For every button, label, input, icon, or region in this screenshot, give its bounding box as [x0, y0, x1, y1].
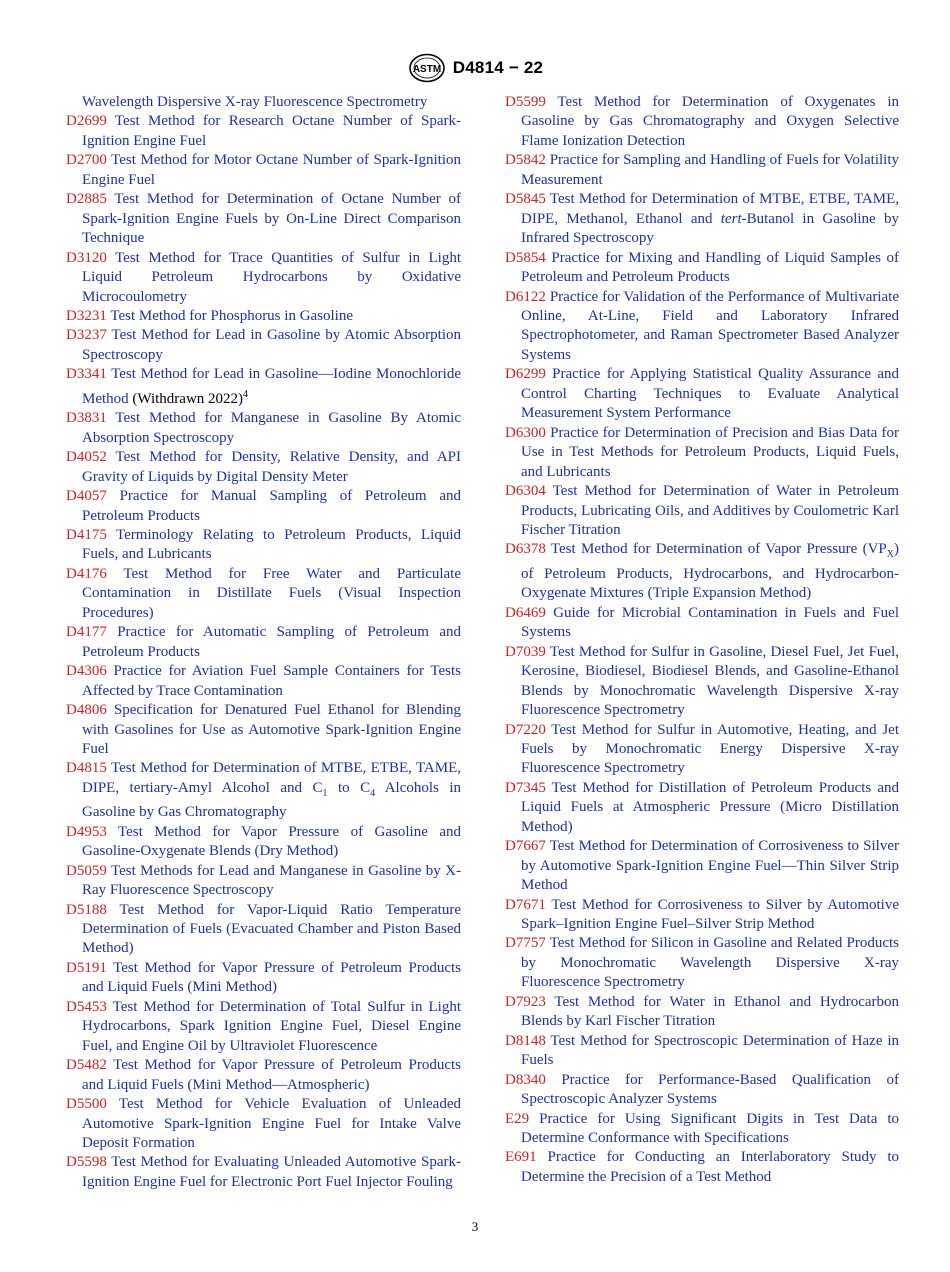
standard-link[interactable]: D5188 [66, 901, 107, 918]
standard-link[interactable]: D3341 [66, 366, 107, 383]
standard-link[interactable]: D4806 [66, 702, 107, 719]
reference-entry: D5598 Test Method for Evaluating Unleaded Automotive Spark-Ignition Engine Fuel for Electronic Port Fuel Injector Fouling [66, 1154, 461, 1190]
standard-link[interactable]: D5059 [66, 862, 107, 879]
reference-entry: D7345 Test Method for Distillation of Petroleum Products and Liquid Fuels at Atmospheric Pressure (Micro Distillation Method) [505, 779, 899, 835]
reference-entry: D7757 Test Method for Silicon in Gasoline and Related Products by Monochromatic Wavelength Dispersive X-ray Fluorescence Spectrometry [505, 935, 899, 991]
page-header [0, 52, 950, 84]
standard-link[interactable]: E29 [505, 1110, 530, 1127]
reference-entry: D5845 Test Method for Determination of MTBE, ETBE, TAME, DIPE, Methanol, Ethanol and tert-Butanol in Gasoline by Infrared Spectroscopy [505, 191, 900, 247]
standard-link[interactable]: D5845 [505, 191, 546, 208]
reference-entry: D4177 Practice for Automatic Sampling of Petroleum and Petroleum Products [66, 624, 461, 660]
reference-entry: D5191 Test Method for Vapor Pressure of Petroleum Products and Liquid Fuels (Mini Method) [66, 959, 461, 996]
reference-entry: D7220 Test Method for Sulfur in Automotive, Heating, and Jet Fuels by Monochromatic Energy Dispersive X-ray Fluorescence Spectrometry [505, 721, 899, 777]
standard-link[interactable]: D7345 [505, 779, 546, 796]
standard-link[interactable]: D3831 [66, 410, 107, 427]
reference-entry: D7039 Test Method for Sulfur in Gasoline, Diesel Fuel, Jet Fuel, Kerosine, Biodiesel, Biodiesel Blends, and Gasoline-Ethanol Blends by Monochromatic Wavelength Dispersive X-ray Fluorescence Spectrometry [505, 643, 899, 719]
reference-entry: D4175 Terminology Relating to Petroleum Products, Liquid Fuels, and Lubricants [66, 526, 461, 563]
standard-link[interactable]: D5500 [66, 1096, 107, 1113]
standard-link[interactable]: D5854 [505, 249, 546, 266]
standard-link[interactable]: E691 [505, 1149, 537, 1166]
standard-link[interactable]: D4176 [66, 565, 107, 582]
standard-link[interactable]: D7220 [505, 721, 546, 738]
standard-link[interactable]: D3231 [66, 307, 107, 324]
reference-entry: E29 Practice for Using Significant Digits in Test Data to Determine Conformance with Specifications [505, 1110, 899, 1147]
reference-entry: D2699 Test Method for Research Octane Number of Spark-Ignition Engine Fuel [66, 113, 461, 149]
reference-entry: D5453 Test Method for Determination of Total Sulfur in Light Hydrocarbons, Spark Ignition Engine Fuel, Diesel Engine Fuel, and Engine Oil by Ultraviolet Fluorescence [66, 998, 461, 1054]
standard-link[interactable]: D2885 [66, 191, 107, 208]
standard-link[interactable]: D4175 [66, 526, 107, 543]
standard-link[interactable]: D5598 [66, 1154, 107, 1171]
standard-link[interactable]: D4815 [66, 760, 107, 777]
reference-entry: D5500 Test Method for Vehicle Evaluation of Unleaded Automotive Spark-Ignition Engine Fuel for Intake Valve Deposit Formation [66, 1096, 461, 1152]
standard-link[interactable]: D4052 [66, 449, 107, 466]
reference-entry: D3231 Test Method for Phosphorus in Gasoline [66, 307, 354, 324]
reference-entry: D7671 Test Method for Corrosiveness to Silver by Automotive Spark–Ignition Engine Fuel–Silver Strip Method [505, 896, 899, 933]
footnote-marker: 4 [243, 388, 249, 400]
reference-entry: D7923 Test Method for Water in Ethanol and Hydrocarbon Blends by Karl Fischer Titration [505, 993, 899, 1030]
standard-link[interactable]: D5482 [66, 1057, 107, 1074]
reference-entry: D4057 Practice for Manual Sampling of Petroleum and Petroleum Products [66, 488, 461, 524]
standard-link[interactable]: D5842 [505, 152, 546, 169]
reference-entry: D3341 Test Method for Lead in Gasoline—Iodine Monochloride Method (Withdrawn 2022)$^4$ [66, 366, 462, 407]
page-number: 3 [471, 1219, 479, 1234]
standard-link[interactable]: D4057 [66, 488, 107, 505]
standard-link[interactable]: D7671 [505, 896, 546, 913]
reference-entry: D4176 Test Method for Free Water and Particulate Contamination in Distillate Fuels (Visual Inspection Procedures) [66, 565, 462, 621]
reference-entry: D8340 Practice for Performance-Based Qualification of Spectroscopic Analyzer Systems [505, 1071, 899, 1108]
document-id: D4814 − 22 [452, 58, 544, 77]
astm-logo-icon [407, 53, 447, 83]
standard-link[interactable]: D6299 [505, 366, 546, 383]
reference-entry: D5482 Test Method for Vapor Pressure of Petroleum Products and Liquid Fuels (Mini Method—Atmospheric) [66, 1057, 461, 1093]
withdrawn-note: (Withdrawn 2022) [132, 390, 244, 407]
reference-entry: D4815 Test Method for Determination of MTBE, ETBE, TAME, DIPE, tertiary-Amyl Alcohol and $C_1$ to $C_4$ Alcohols in Gasoline by Gas Chromatography [66, 760, 462, 821]
reference-entry: D6300 Practice for Determination of Precision and Bias Data for Use in Test Methods for Petroleum Products, Liquid Fuels, and Lubricants [505, 424, 900, 480]
reference-entry: D6122 Practice for Validation of the Performance of Multivariate Online, At-Line, Field and Laboratory Infrared Spectrophotometer, and Raman Spectrometer Based Analyzer Systems [505, 288, 900, 363]
reference-entry: D5059 Test Methods for Lead and Manganese in Gasoline by X-Ray Fluorescence Spectroscopy [66, 862, 461, 899]
standard-link[interactable]: D7923 [505, 993, 546, 1010]
standard-link[interactable]: D2700 [66, 152, 107, 169]
reference-entry: D3237 Test Method for Lead in Gasoline by Atomic Absorption Spectroscopy [66, 327, 462, 363]
standard-link[interactable]: D8148 [505, 1032, 546, 1049]
reference-entry: E691 Practice for Conducting an Interlaboratory Study to Determine the Precision of a Test Method [505, 1149, 899, 1185]
left-column [66, 93, 461, 1192]
reference-entry: D4953 Test Method for Vapor Pressure of Gasoline and Gasoline-Oxygenate Blends (Dry Method) [66, 823, 461, 860]
reference-entry: D6304 Test Method for Determination of Water in Petroleum Products, Lubricating Oils, and Additives by Coulometric Karl Fischer Titration [505, 483, 899, 538]
standard-link[interactable]: D8340 [505, 1071, 546, 1088]
standard-link[interactable]: D2699 [66, 113, 107, 130]
standard-link[interactable]: D6122 [505, 288, 546, 305]
reference-entry: D8148 Test Method for Spectroscopic Determination of Haze in Fuels [505, 1032, 899, 1069]
reference-entry: D2885 Test Method for Determination of Octane Number of Spark-Ignition Engine Fuels by On-Line Direct Comparison Technique [66, 191, 461, 247]
standard-link[interactable]: D5453 [66, 998, 107, 1015]
standard-link[interactable]: D7039 [505, 643, 546, 660]
reference-entry: D5842 Practice for Sampling and Handling of Fuels for Volatility Measurement [505, 152, 899, 188]
standard-link[interactable]: D6378 [505, 541, 546, 558]
standard-link[interactable]: D3120 [66, 249, 107, 266]
standard-link[interactable]: D7757 [505, 935, 546, 952]
standard-link[interactable]: D4177 [66, 624, 107, 641]
standard-link[interactable]: D3237 [66, 327, 107, 344]
standard-link[interactable]: D6300 [505, 424, 546, 441]
reference-entry: D5599 Test Method for Determination of Oxygenates in Gasoline by Gas Chromatography and Oxygen Selective Flame Ionization Detection [505, 94, 899, 149]
reference-entry: D5854 Practice for Mixing and Handling of Liquid Samples of Petroleum and Petroleum Products [505, 249, 899, 286]
reference-entry: D4806 Specification for Denatured Fuel Ethanol for Blending with Gasolines for Use as Automotive Spark-Ignition Engine Fuel [66, 702, 461, 757]
right-column [505, 93, 899, 1187]
reference-entry: D7667 Test Method for Determination of Corrosiveness to Silver by Automotive Spark-Ignition Engine Fuel—Thin Silver Strip Method [505, 838, 899, 894]
standard-link[interactable]: D4306 [66, 663, 107, 680]
standard-link[interactable]: D5191 [66, 959, 107, 976]
reference-entry: D4052 Test Method for Density, Relative Density, and API Gravity of Liquids by Digital Density Meter [66, 449, 461, 485]
standard-link[interactable]: D6304 [505, 483, 546, 500]
reference-entry: D6469 Guide for Microbial Contamination in Fuels and Fuel Systems [505, 604, 899, 641]
reference-entry: D3831 Test Method for Manganese in Gasoline By Atomic Absorption Spectroscopy [66, 410, 461, 446]
standard-link[interactable]: D6469 [505, 604, 546, 621]
reference-entry: D4306 Practice for Aviation Fuel Sample Containers for Tests Affected by Trace Contamination [66, 663, 462, 699]
standard-link[interactable]: D7667 [505, 838, 546, 855]
reference-entry: D5188 Test Method for Vapor-Liquid Ratio Temperature Determination of Fuels (Evacuated Chamber and Piston Based Method) [66, 901, 461, 957]
reference-entry: D3120 Test Method for Trace Quantities of Sulfur in Light Liquid Petroleum Hydrocarbons by Oxidative Microcoulometry [66, 249, 461, 305]
reference-entry: D6299 Practice for Applying Statistical Quality Assurance and Control Charting Techniques to Evaluate Analytical Measurement System Performance [505, 366, 899, 422]
standard-link[interactable]: D4953 [66, 823, 107, 840]
reference-entry: Wavelength Dispersive X-ray Fluorescence Spectrometry [82, 94, 428, 110]
standard-link[interactable]: D5599 [505, 94, 546, 110]
reference-entry: D6378 Test Method for Determination of Vapor Pressure $(VP_X)$ of Petroleum Products, Hydrocarbons, and Hydrocarbon-Oxygenate Mixtures (Triple Expansion Method) [505, 541, 900, 602]
reference-entry: D2700 Test Method for Motor Octane Number of Spark-Ignition Engine Fuel [66, 152, 461, 188]
astm-logo-text: ASTM [412, 64, 441, 75]
